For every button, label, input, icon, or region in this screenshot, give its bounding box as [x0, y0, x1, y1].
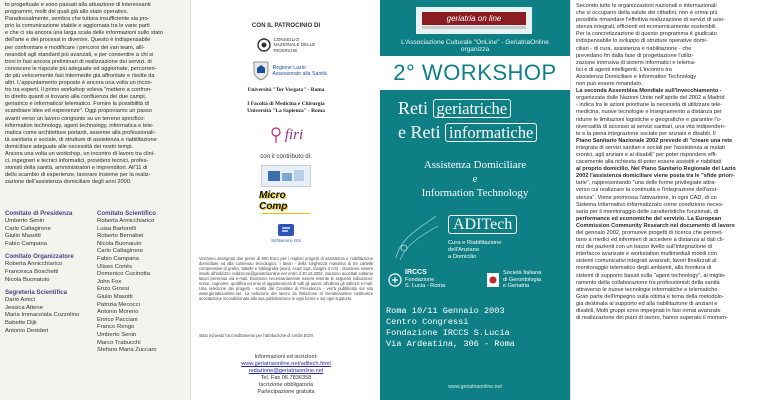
text-line: cacemente alla richiesta di poter essere assistiti e riabilitati	[576, 159, 722, 166]
intro-text	[5, 2, 185, 186]
text-line: stenza". Viene promossa l'attivazione, in ogni CAD, di un	[576, 194, 717, 201]
decorative-swirl-icon	[390, 208, 442, 264]
committee-member: Carlo Caltagirone	[5, 225, 51, 232]
info-telephone: Tel. Fax 06.7836358	[260, 375, 312, 382]
committee-member: Nicola Buonaiuto	[5, 276, 50, 283]
info-registration: Iscrizione obbligatoria	[258, 382, 314, 389]
text-line: conoscere le risposte più adeguate ed aggiornate, percorren-	[5, 65, 157, 72]
cnr-name: CONSIGLIO NAZIONALE DELLE RICERCHE	[273, 36, 316, 53]
irccs-emblem-icon	[388, 273, 402, 287]
committee-member: Luisa Bartorelli	[97, 225, 136, 232]
cover-panel	[380, 0, 570, 400]
cnr-emblem-icon	[257, 38, 271, 52]
committee-member: Roberta Annicchiarico	[5, 261, 63, 268]
committee-member: Babette Dijk	[5, 319, 37, 326]
sponsor-logo-1	[261, 165, 311, 187]
text-line: interfacce avanzate e workstation multimediali mobili con	[576, 251, 717, 258]
association-line	[386, 39, 564, 53]
text-line: trovi in fasi ancora preliminari di realizzazione dei servizi, di	[5, 58, 152, 65]
text-line: matica come architetture portanti, assieme alla professionali-	[5, 129, 156, 136]
association-name: L'Associazione Culturale "OnLine" - GeriatriaOnline	[401, 39, 549, 46]
info-url-link[interactable]: www.geriatriaonline.net/aditech.html	[241, 361, 331, 368]
subtitle-line-3: Information Technology	[421, 187, 529, 199]
text-line: Assistenza Domiciliare e Information Technology	[576, 73, 697, 80]
subtitle-line-1: Assistenza Domiciliare	[423, 159, 527, 171]
geriatria-online-wordmark: geriatria on line	[446, 14, 502, 23]
subtitle-line-2: e	[472, 173, 478, 185]
text-line: ci, ingegneri e tecnici informatici, providers tecnici, profes-	[5, 158, 149, 165]
irccs-name: IRCCS	[405, 269, 427, 276]
committee-member: Franco Rengo	[97, 324, 135, 331]
committee-member: Antonio Moreno	[97, 309, 139, 316]
softservice-emblem-icon	[276, 222, 296, 238]
aditech-desc-3: a Domicilio	[448, 254, 477, 260]
text-line: tà sanitaria e sociale, di strutture di assistenza e riabilitazione	[5, 136, 157, 143]
text-line: integrata di servizi sanitari e sociali per l'assistenza ai malati	[576, 144, 725, 151]
text-line: altri. L'appuntamento proposto è ancora una volta un incon-	[5, 80, 153, 87]
committee-presidenza-list	[5, 218, 93, 248]
text-line: - indica tra le azioni prioritarie la necessità di utilizzare tele-	[576, 102, 723, 109]
committee-member: Domenico Cucinotta	[97, 271, 151, 278]
sponsor-graphic-icon	[266, 168, 306, 184]
workshop-banner	[380, 56, 570, 90]
irccs-text	[405, 270, 445, 290]
committee-scientifico-title: Comitato Scientifico	[97, 210, 156, 217]
inside-left-panel	[0, 0, 190, 400]
title-geriatriche: geriatriche	[433, 99, 512, 118]
text-line: monitoraggio telematico degli ambienti, alla fornitura di	[576, 265, 712, 272]
committee-segreteria-title: Segreteria Scientifica	[5, 289, 67, 297]
inside-middle-panel	[190, 0, 380, 400]
committee-member: Maria Immacolata Cozzolino	[5, 312, 80, 319]
title-line-2	[398, 122, 537, 142]
regione-lazio-logo	[247, 58, 337, 84]
committee-organizzatore-title: Comitato Organizzatore	[5, 253, 74, 261]
text-line: avanti verso un lavoro congiunto su un terreno specifico:	[5, 115, 145, 122]
text-line: cronici, agli anziani e ai disabili" per poter rispondere effi-	[576, 151, 718, 158]
aditech-desc-2: dell'Anziano	[448, 247, 480, 253]
microcomp-logo	[259, 190, 313, 214]
award-notice: Verranno assegnati due premi di 500 Euro per i migliori progetti di assistenza e riabilitazione domiciliare ed alla contenuto tecnologico. I lavori - della lunghezza massima di tre cartelle comprensive di grafici, tabelle e bibliografia (word, Acad 11pt, margini 3 cm) - dovranno essere inviati all'indirizzo redazione@geriatriaonline.net entro il 20.12.2002. Saranno accettati soltanto lavori pervenuti via e-mail. Dovranno necessariamente essere inserite le seguenti indicazioni: nome, cognome, qualifica ed ente di appartenenza di tutti gli autori; all'ultimo gli indirizzi e-mail. Una selezione dei progetti - scelta dal Comitato di Presidenza - verrà pubblicata sul sito www.geriatriaonline.net. La selezione del lavoro da Relazione al Geriatriaonline costituisce accettazione incondizionata alla sua pubblicazione in ogni forma e sui ogni supporto.	[199, 256, 373, 301]
title-e-reti: e Reti	[398, 122, 441, 142]
article-text	[576, 3, 759, 322]
committees-left-column	[5, 210, 93, 335]
inside-right-panel	[570, 0, 762, 400]
patronage-heading: CON IL PATROCINIO DI	[251, 22, 321, 29]
venue-date: Roma 10/11 Gennaio 2003	[386, 306, 505, 316]
cover-website[interactable]: www.geriatriaonline.net	[448, 384, 502, 390]
sigg-line-2: di Gerontologia	[503, 276, 541, 283]
sigg-logo	[486, 270, 541, 290]
text-line: Gran parte dell'impegno sulla ottima e tema della metodolo-	[576, 293, 724, 300]
text-line: stenza integrati, efficienti ed economicamente sostenibili.	[576, 24, 718, 31]
decorative-graphic	[390, 208, 442, 269]
text-line: ciliari - di cura, assistenza e riabilitazione - che	[576, 45, 692, 52]
info-email-link[interactable]: redazione@geriatriaonline.net	[248, 368, 324, 375]
aditech-title	[448, 216, 517, 234]
aditech-label: ADITech	[448, 215, 517, 234]
committee-member: Nicola Buonaiuto	[97, 240, 142, 247]
irccs-logo	[388, 270, 445, 290]
committee-member: Marco Trabucchi	[97, 339, 141, 346]
text-line: nici dei pazienti con un basso livello sull'integrazione di	[576, 244, 713, 251]
text-line: organizzata dalle Nazioni Unite nell'aprile del 2002 a Madrid	[576, 95, 725, 102]
committee-presidenza-title: Comitato di Presidenza	[5, 210, 73, 217]
text-line: di realizzazione dei piani di lavoro, hanno superato il momen-	[576, 315, 728, 322]
committee-member: Umberto Senin	[97, 331, 137, 338]
text-line: per confrontare e modificare i percorsi dei vari team, alli-	[5, 44, 145, 51]
firi-wordmark: firi	[284, 126, 304, 143]
irccs-sub-2: S. Lucia - Roma	[405, 283, 446, 289]
text-line: dell'arte e dei processi in divenire. Questo è indispensabile	[5, 37, 151, 44]
text-line: ramento della collaborazione tra professionisti della sanità	[576, 279, 720, 286]
venue-foundation: Fondazione IRCCS S.Lucia	[386, 328, 510, 338]
committee-member: Ulises Cortés	[97, 263, 133, 270]
text-line: possibile rimandare l'effettiva realizzazione di servizi di assi-	[576, 17, 725, 24]
text-line: do più velocemente fasi intermedie già affrontate e risolte da	[5, 72, 155, 79]
venue-centre: Centro Congressi	[386, 317, 469, 327]
text-line: verso cui realizzare la continuità e l'integrazione dell'assi-	[576, 187, 718, 194]
regione-lazio-name: Regione Lazio Assessorato alla Sanità	[272, 65, 327, 77]
title-reti: Reti	[398, 98, 428, 118]
text-line: niversalità di accesso ai servizi sanitari, una vita indipenden-	[576, 123, 726, 130]
committee-member: John Fox	[97, 278, 122, 285]
text-line: La seconda Assemblea Mondiale sull'Invecchiamento -	[576, 88, 722, 95]
association-organizza: organizza	[460, 46, 490, 53]
text-line: disabili. Molti gruppi sono impegnati in fasi ormai avanzate	[576, 308, 721, 315]
aditech-desc-1: Cura e Riabilitazione	[448, 240, 502, 246]
contrib-heading: con il contributo di:	[260, 153, 312, 160]
ecm-notice: stato richiesto l'accreditamento per l'attribuzione di crediti ECM.	[199, 333, 314, 338]
text-line: tici e di agenti intelligenti. L'incontro tra	[576, 66, 672, 73]
committee-member: Umberto Senin	[5, 218, 45, 224]
text-line: information technology, agent technology, informatica e tele-	[5, 122, 154, 129]
text-line: tarie", rappresentando "una delle forme privilegiate attra-	[576, 180, 717, 187]
committee-member: Francesca Boschetti	[5, 268, 59, 275]
microcomp-underline	[262, 213, 310, 214]
firi-logo	[256, 123, 316, 147]
venue-address: Via Ardeatina, 306 - Roma	[386, 339, 515, 349]
microcomp-wordmark: Micro Comp	[259, 190, 288, 212]
sigg-line-1: Società Italiana	[503, 270, 542, 276]
text-line: tro tra esperti. Il primo workshop voleva "mettere a confron-	[5, 87, 152, 94]
text-line: Paradossalmente, sembra che tuttora insufficiente sia pro-	[5, 16, 150, 23]
text-line: Ancora una volta un workshop, un incontro di lavoro tra clini-	[5, 150, 155, 157]
text-line: tano a medici ed infermieri di accedere a distanza ai dati cli-	[576, 237, 725, 244]
uni-sapienza: Università "La Sapienza" - Roma	[247, 108, 325, 114]
committee-member: Stefano Maria Zuccaro	[97, 347, 157, 354]
workshop-title: 2° WORKSHOP	[393, 60, 557, 85]
committee-member: Carlo Caltagirone	[97, 248, 143, 255]
text-line: zazione dell'assistenza domiciliare degli anni 2000.	[5, 179, 132, 186]
committee-scientifico-list	[97, 218, 185, 355]
text-line: indispensabile lo sviluppo di strutture operative domi-	[576, 38, 708, 45]
text-line: sistemi di supporto basati sulla "agent technology", al miglio-	[576, 272, 726, 279]
text-line: scambiare idee ed esperienze". Oggi proponiamo un passo	[5, 108, 152, 115]
committee-member: Roberta Annicchiarico	[97, 218, 155, 224]
text-line: dello scambio di esperienze, lavorare insieme per la realiz-	[5, 172, 151, 179]
sigg-emblem-icon	[486, 272, 500, 288]
committee-member: Giulio Masotti	[5, 233, 41, 240]
cnr-logo	[253, 36, 323, 54]
info-block	[191, 354, 380, 397]
committee-member: Antonio Desideri	[5, 327, 49, 334]
text-line: programmi, molti dei quali già allo stato operativo.	[5, 9, 129, 16]
text-line: Secondo tutte le organizzazioni nazionali e internazionali	[576, 3, 717, 9]
committee-member: Patrizia Mecocci	[97, 301, 140, 308]
text-line: che si occupano della salute dei cittadini, non è ormai più	[576, 10, 718, 17]
text-line: e che ci sia ancora una larga scala delle informazioni sullo stato	[5, 30, 163, 37]
text-line: del gennaio 2002, promuove progetti di ricerca che permet-	[576, 230, 723, 236]
text-line: zazione intensiva di sistemi informatici e telema-	[576, 59, 696, 66]
text-line: Piano Sanitario Nazionale 2002 prevede di "creare una rete	[576, 137, 733, 144]
info-heading: Informazioni ed iscrizioni:	[254, 354, 318, 360]
text-line: sistemi comunicativi integrati avanzati, lavori finalizzati al	[576, 258, 717, 265]
text-line: ridurre le limitazioni logistiche e geografiche e garantire l'u-	[576, 116, 722, 123]
title-informatiche: informatiche	[445, 123, 537, 142]
text-line: Per la concretizzazione di questo programma è giudicato	[576, 31, 717, 38]
text-line: medicina, nuove tecnologie e insegnamento a distanza per	[576, 109, 722, 116]
text-line: prio la comunicazione stabile e aggiornata tra le varie parti	[5, 23, 150, 30]
text-line: non può essere rimandato.	[576, 81, 643, 88]
text-line: prevedano fin dalla fase di progettazione l'utiliz-	[576, 52, 694, 59]
softservice-name: Softservice ISS	[270, 237, 301, 243]
regione-lazio-crest-icon	[252, 60, 270, 82]
faculty-medicine: I Facoltà di Medicina e Chirurgia	[247, 101, 325, 107]
text-line: performance ed economiche del servizio. La European	[576, 215, 722, 222]
text-line: Commission Community Research nel documento di lavoro	[576, 222, 735, 229]
text-line: 2002 l'assistenza domiciliare viene posta tra le "sfide priori-	[576, 173, 735, 180]
committee-member: Roberto Bernabei	[97, 233, 144, 240]
committee-member: Jessica Attene	[5, 304, 43, 311]
text-line: saria per il monitoraggio delle caratteristiche funzionali, di	[576, 208, 719, 215]
committee-member: Enzo Grossi	[97, 286, 130, 293]
committee-organizzatore-list	[5, 261, 93, 284]
committee-member: Fabio Campana	[97, 255, 139, 262]
irccs-sub-1: Fondazione	[405, 276, 435, 283]
text-line: neandoli agli standard più avanzati, e per consentire a chi si	[5, 51, 154, 58]
text-line: gia destinata al supporto ed alla riabilitazione di anziani e	[576, 300, 718, 307]
text-line: to progettuale e sono passati alla attuazione di interessanti	[5, 2, 151, 8]
uni-tor-vergata: Università "Tor Vergata" - Roma	[247, 87, 325, 93]
text-line: attraverso le nuove tecnologie informatiche e telematiche.	[576, 286, 720, 293]
firi-mark-icon	[269, 126, 283, 144]
geriatria-online-logo	[408, 4, 540, 37]
committee-member: Giulio Masotti	[97, 293, 133, 300]
title-line-1	[398, 98, 511, 118]
aditech-description	[448, 240, 502, 261]
text-line: to diretto quanti si trovano alla confluenza dei due campi,	[5, 94, 147, 101]
text-line: sionisti della sanità, amministratori e imprenditori. All'11 di	[5, 165, 148, 172]
text-line: al proprio domicilio. Nel Piano Sanitario Regionale del Lazio	[576, 166, 736, 173]
sigg-text	[503, 270, 541, 290]
text-line: domiciliare adeguate alle necessità dei nostri tempi.	[5, 143, 134, 150]
committee-segreteria-list	[5, 297, 93, 335]
sigg-line-3: e Geriatria	[503, 283, 530, 289]
text-line: geriatrico e informatico/ telematico. Fornire la possibilità di	[5, 101, 149, 108]
text-line: te e la piena integrazione sociale per anziani e disabili. Il	[576, 130, 716, 137]
venue-block	[386, 306, 564, 350]
committee-member: Enrico Pacciani	[97, 316, 138, 323]
text-line: Sistema Informativo informatizzato come condizione neces-	[576, 201, 724, 208]
info-participation: Partecipazione gratuita	[257, 389, 315, 396]
committee-member: Dario Amici	[5, 297, 35, 304]
committee-member: Fabio Campana	[5, 240, 47, 247]
committees-right-column	[97, 210, 185, 355]
softservice-logo	[263, 218, 309, 246]
